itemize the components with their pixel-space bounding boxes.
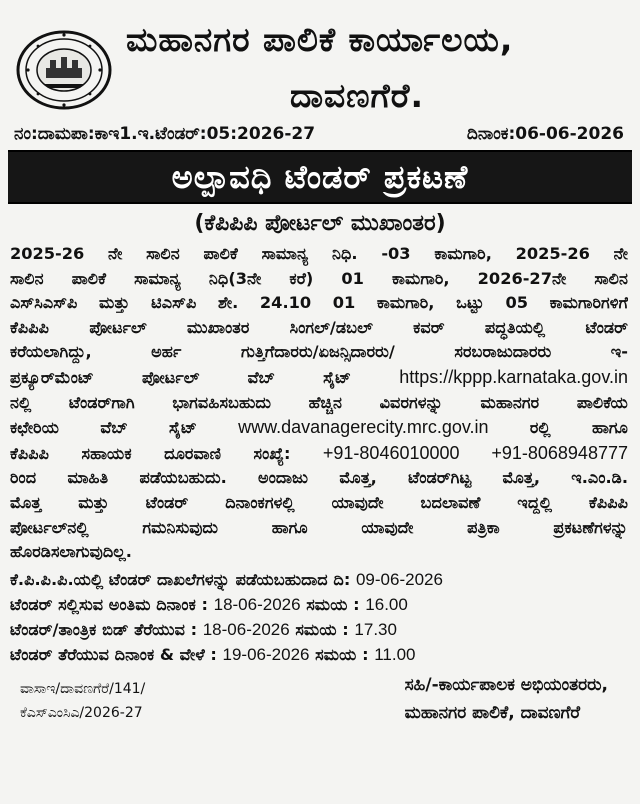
publication-code-line: ವಾಸಾಇ/ದಾವಣಗೆರೆ/141/ — [20, 680, 146, 697]
schedule-row — [10, 642, 630, 667]
schedule-date: 18-06-2026 — [202, 619, 290, 639]
body-line — [10, 441, 628, 467]
body-line-text: ರಲ್ಲಿ ಹಾಗೂ — [488, 418, 628, 438]
body-line: 2025-26 ನೇ ಸಾಲಿನ ಪಾಲಿಕೆ ಸಾಮಾನ್ಯ ನಿಧಿ. -03 ಕಾಮಗಾರಿ, 2025-26 ನೇ — [10, 244, 628, 263]
schedule-label: ಕೆ.ಪಿ.ಪಿ.ಪಿ.ಯಲ್ಲಿ ಟೆಂಡರ್ ದಾಖಲೆಗಳನ್ನು ಪಡೆಯಬಹುದಾದ ದಿ: — [10, 569, 356, 589]
municipal-seal-icon — [16, 30, 112, 110]
schedule-date: 18-06-2026 — [213, 594, 301, 614]
reference-date: ದಿನಾಂಕ:06-06-2026 — [466, 124, 624, 144]
schedule-label: ಟೆಂಡರ್ ಸಲ್ಲಿಸುವ ಅಂತಿಮ ದಿನಾಂಕ : — [10, 594, 214, 614]
org-name: ಮಹಾನಗರ ಪಾಲಿಕೆ ಕಾರ್ಯಾಲಯ, — [126, 20, 514, 59]
masthead — [8, 0, 632, 122]
city-website-link[interactable]: www.davanagerecity.mrc.gov.in — [238, 417, 489, 438]
schedule-time: 17.30 — [354, 619, 397, 639]
body-line — [10, 365, 628, 391]
schedule-row — [10, 592, 630, 617]
body-line: ನಲ್ಲಿ ಟೆಂಡರ್‌ಗಾಗಿ ಭಾಗವಹಿಸಬಹುದು ಹೆಚ್ಚಿನ ವಿವರಗಳನ್ನು ಮಹಾನಗರ ಪಾಲಿಕೆಯ — [10, 392, 628, 412]
portal-url-link[interactable]: https://kppp.karnataka.gov.in — [399, 366, 628, 387]
body-line-text: ಪ್ರಕ್ಯೂರ್‌ಮೆಂಟ್ ಪೋರ್ಟಲ್ ವೆಬ್ ಸೈಟ್ — [10, 367, 400, 387]
schedule-date: 09-06-2026 — [355, 569, 443, 589]
schedule-row — [10, 617, 630, 642]
helpline-numbers: +91-8046010000 +91-8068948777 — [322, 442, 628, 463]
schedule-time-label: ಸಮಯ : — [289, 619, 355, 639]
signatory-block — [405, 671, 608, 727]
notice-subtitle: (ಕೆಪಿಪಿಪಿ ಪೋರ್ಟಲ್ ಮುಖಾಂತರ) — [194, 211, 446, 236]
org-city: ದಾವಣಗೆರೆ. — [290, 76, 425, 115]
signatory-title: ಸಹಿ/-ಕಾರ್ಯಪಾಲಕ ಅಭಿಯಂತರರು, — [404, 674, 608, 695]
body-line: ರಿಂದ ಮಾಹಿತಿ ಪಡೆಯಬಹುದು. ಅಂದಾಜು ಮೊತ್ತ, ಟೆಂಡರ್‌ಗಿಟ್ಟ ಮೊತ್ತ, ಇ.ಎಂ.ಡಿ. — [10, 468, 628, 488]
body-line: ಎಸ್‌ಸಿಎಸ್‌ಪಿ ಮತ್ತು ಟಿಎಸ್‌ಪಿ ಶೇ. 24.10 01 ಕಾಮಗಾರಿ, ಒಟ್ಟು 05 ಕಾಮಗಾರಿಗಳಿಗೆ — [10, 293, 628, 313]
body-line: ಹೊರಡಿಸಲಾಗುವುದಿಲ್ಲ. — [10, 542, 132, 562]
signatory-office: ಮಹಾನಗರ ಪಾಲಿಕೆ, ದಾವಣಗೆರೆ — [404, 702, 581, 723]
publication-code — [20, 677, 145, 725]
notice-body — [8, 242, 632, 565]
schedule-time: 16.00 — [365, 594, 408, 614]
schedule-time-label: ಸಮಯ : — [300, 594, 366, 614]
schedule-row — [10, 567, 630, 592]
reference-number: ನಂ:ದಾಮಪಾ:ಕಾಇ1.ಇ.ಟೆಂಡರ್:05:2026-27 — [14, 124, 316, 144]
body-line: ಮೊತ್ತ ಮತ್ತು ಟೆಂಡರ್ ದಿನಾಂಕಗಳಲ್ಲಿ ಯಾವುದೇ ಬದಲಾವಣೆ ಇದ್ದಲ್ಲಿ ಕೆಪಿಪಿಪಿ — [10, 492, 628, 512]
body-line-text: ಕಛೇರಿಯ ವೆಬ್ ಸೈಟ್ — [10, 418, 239, 438]
body-line — [10, 415, 628, 441]
tender-schedule — [8, 567, 632, 667]
schedule-label: ಟೆಂಡರ್ ತೆರೆಯುವ ದಿನಾಂಕ & ವೇಳೆ : — [10, 644, 223, 664]
body-line: ಕೆಪಿಪಿಪಿ ಪೋರ್ಟಲ್ ಮುಖಾಂತರ ಸಿಂಗಲ್/ಡಬಲ್ ಕವರ್ ಪದ್ಧತಿಯಲ್ಲಿ ಟೆಂಡರ್ — [10, 317, 628, 337]
schedule-label: ಟೆಂಡರ್/ತಾಂತ್ರಿಕ ಬಿಡ್ ತೆರೆಯುವ : — [10, 619, 203, 639]
body-line: ಕರೆಯಲಾಗಿದ್ದು, ಅರ್ಹ ಗುತ್ತಿಗೆದಾರರು/ಏಜನ್ಸಿದಾರರು/ ಸರಬರಾಜುದಾರರು ಇ- — [10, 342, 628, 362]
body-line: ಪೋರ್ಟಲ್‌ನಲ್ಲಿ ಗಮನಿಸುವುದು ಹಾಗೂ ಯಾವುದೇ ಪತ್ರಿಕಾ ಪ್ರಕಟಣೆಗಳನ್ನು — [10, 517, 628, 537]
reference-line — [8, 122, 632, 148]
publication-code-line: ಕೆಎಸ್‌ಎಂಸಿಎ/2026-27 — [20, 704, 143, 721]
schedule-time-label: ಸಮಯ : — [309, 644, 375, 664]
body-line-text: ಕೆಪಿಪಿಪಿ ಸಹಾಯಕ ದೂರವಾಣಿ ಸಂಖ್ಯೆ: — [10, 443, 323, 463]
body-line: ಸಾಲಿನ ಪಾಲಿಕೆ ಸಾಮಾನ್ಯ ನಿಧಿ(3ನೇ ಕರೆ) 01 ಕಾಮಗಾರಿ, 2026-27ನೇ ಸಾಲಿನ — [10, 268, 628, 288]
notice-title-banner: ಅಲ್ಪಾವಧಿ ಟೆಂಡರ್ ಪ್ರಕಟಣೆ — [8, 150, 632, 204]
schedule-time: 11.00 — [374, 644, 416, 664]
schedule-date: 19-06-2026 — [222, 644, 310, 664]
notice-footer — [8, 674, 632, 737]
